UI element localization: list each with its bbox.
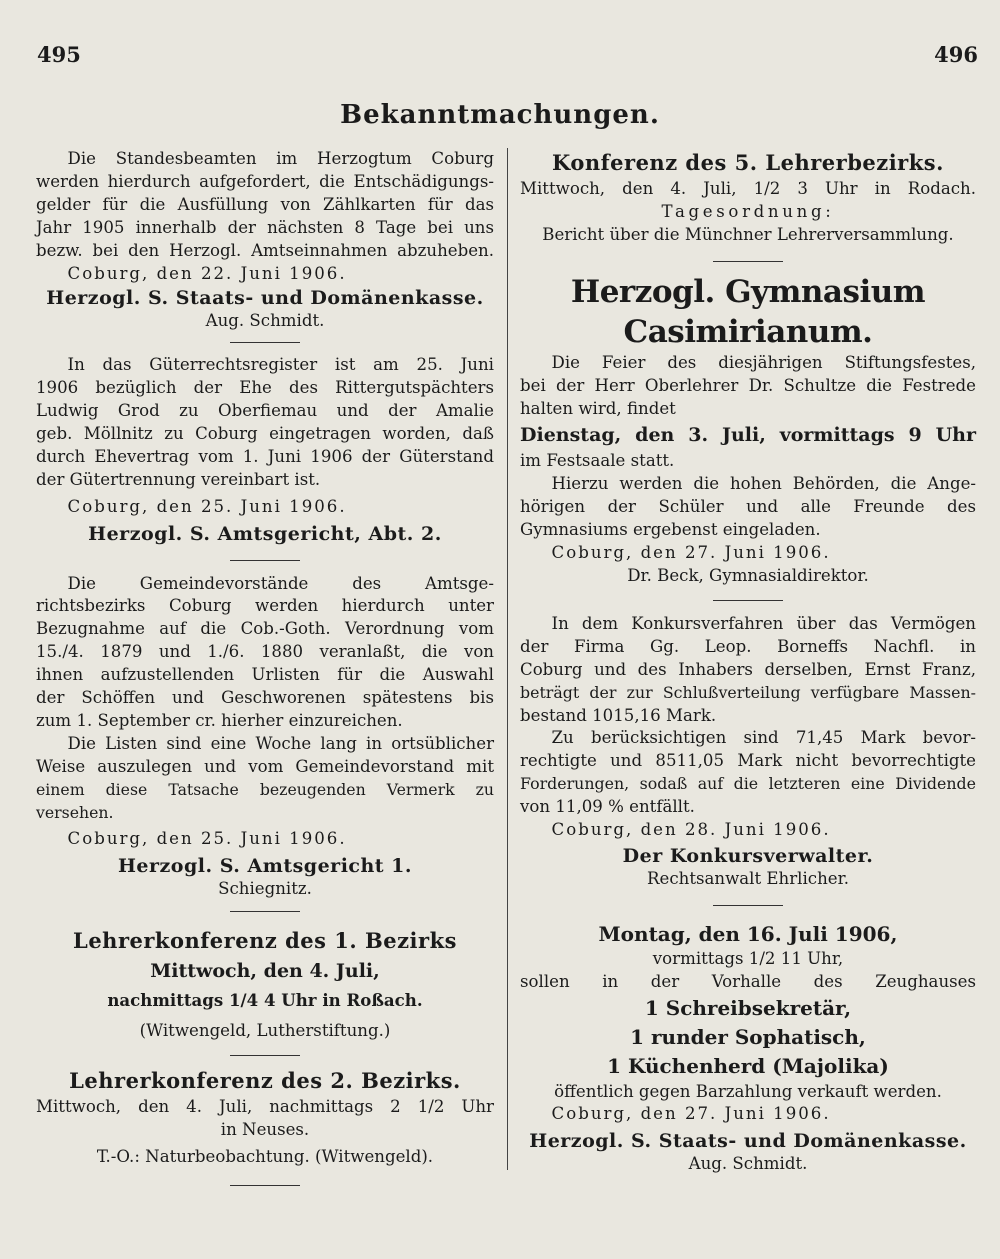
notice-signature: Herzogl. S. Amtsgericht 1. <box>117 855 413 878</box>
separator-rule <box>230 911 300 912</box>
text-line: vormittags 1/2 11 Uhr, <box>652 948 844 968</box>
page-number-right: 496 <box>934 42 978 67</box>
notice-date: Coburg, den 27. Juni 1906. <box>551 1104 831 1124</box>
notice-versteigerung <box>520 920 976 1176</box>
text-line: nachmittags 1/4 4 Uhr in Roßach. <box>107 990 423 1011</box>
notice-signatory: Rechtsanwalt Ehrlicher. <box>647 868 849 888</box>
notice-gymnasium <box>520 272 976 601</box>
separator-rule <box>230 1185 300 1186</box>
text-line: Hierzu werden die hohen Behörden, die Ange- <box>551 474 976 494</box>
text-line: Die Feier des diesjährigen Stiftungsfestes, <box>551 352 976 372</box>
text-line: In das Güterrechtsregister ist am 25. Juni <box>67 355 494 375</box>
notice-title: Lehrerkonferenz des 1. Bezirks <box>73 928 457 954</box>
text-line: halten wird, findet <box>520 398 676 418</box>
highlight-line: Dienstag, den 3. Juli, vormittags 9 Uhr <box>520 424 976 447</box>
text-line: Ludwig Grod zu Oberfiemau und der Amalie <box>36 401 494 421</box>
page-number-left: 495 <box>37 42 81 67</box>
text-line: rechtigte und 8511,05 Mark nicht bevorrechtigte <box>520 751 976 771</box>
text-line: T.-O.: Naturbeobachtung. (Witwengeld). <box>96 1147 434 1166</box>
notice-standesbeamten <box>36 148 494 343</box>
text-line: von 11,09 % entfällt. <box>520 797 695 817</box>
text-line: Bericht über die Münchner Lehrerversammlung. <box>542 224 954 244</box>
page-heading: Bekanntmachungen. <box>340 100 660 130</box>
notice-konferenz-5 <box>520 148 976 262</box>
text-line: richtsbezirks Coburg werden hierdurch unter <box>36 596 494 616</box>
notice-signatory: Aug. Schmidt. <box>688 1154 808 1174</box>
notice-date: Coburg, den 25. Juni 1906. <box>67 496 347 516</box>
notice-gueterrecht <box>36 354 494 560</box>
text-line: In dem Konkursverfahren über das Vermögen <box>551 613 976 633</box>
notice-gemeindevorstaende <box>36 573 494 913</box>
notice-signatory: Schiegnitz. <box>218 879 312 899</box>
notice-date: Coburg, den 27. Juni 1906. <box>551 543 831 563</box>
text-line: sollen in der Vorhalle des Zeughauses <box>520 971 976 991</box>
notice-title: Herzogl. Gymnasium Casimirianum. <box>570 273 926 350</box>
text-line: Montag, den 16. Juli 1906, <box>598 921 898 946</box>
text-line: werden hierdurch aufgefordert, die Entschädigungs- <box>36 171 494 191</box>
notice-signature: Herzogl. S. Staats- und Domänenkasse. <box>46 287 484 310</box>
text-line: beträgt der zur Schlußverteilung verfügbare Massen- <box>520 682 976 702</box>
text-line: der Gütertrennung vereinbart ist. <box>36 469 321 489</box>
notice-signatory: Aug. Schmidt. <box>205 311 325 331</box>
text-line: der Schöffen und Geschworenen spätestens bis <box>36 688 494 708</box>
notice-date: Coburg, den 28. Juni 1906. <box>551 820 831 840</box>
notice-date: Coburg, den 22. Juni 1906. <box>67 263 347 283</box>
text-line: Die Gemeindevorstände des Amtsge- <box>67 573 494 593</box>
notice-lehrerkonferenz-1 <box>36 926 494 1056</box>
text-line: bei der Herr Oberlehrer Dr. Schultze die Festrede <box>520 375 976 395</box>
notice-signature: Der Konkursverwalter. <box>622 844 874 867</box>
separator-rule <box>713 905 783 906</box>
separator-rule <box>230 342 300 343</box>
text-line: Gymnasiums ergebenst eingeladen. <box>520 520 821 540</box>
text-line: Jahr 1905 innerhalb der nächsten 8 Tage bei uns <box>36 217 494 237</box>
separator-rule <box>713 261 783 262</box>
auction-item: 1 runder Sophatisch, <box>630 1024 866 1049</box>
text-line: 1906 bezüglich der Ehe des Rittergutspächters <box>36 378 494 398</box>
text-line: bezw. bei den Herzogl. Amtseinnahmen abzuheben. <box>36 240 494 260</box>
text-line: einem diese Tatsache bezeugenden Vermerk zu versehen. <box>36 779 494 822</box>
text-line: Coburg und des Inhabers derselben, Ernst Franz, <box>520 659 976 679</box>
text-line: durch Ehevertrag vom 1. Juni 1906 der Güterstand <box>36 446 494 466</box>
notice-signature: Herzogl. S. Staats- und Domänenkasse. <box>529 1130 967 1153</box>
text-line: der Firma Gg. Leop. Borneffs Nachfl. in <box>520 636 976 656</box>
notice-title: Lehrerkonferenz des 2. Bezirks. <box>69 1068 461 1094</box>
text-line: Mittwoch, den 4. Juli, 1/2 3 Uhr in Rodach. <box>520 179 976 198</box>
notice-title: Konferenz des 5. Lehrerbezirks. <box>552 150 944 175</box>
text-line: bestand 1015,16 Mark. <box>520 705 717 725</box>
notice-date: Coburg, den 25. Juni 1906. <box>67 829 347 849</box>
text-line: Die Standesbeamten im Herzogtum Coburg <box>67 149 494 168</box>
text-line: geb. Möllnitz zu Coburg eingetragen worden, daß <box>36 423 494 443</box>
notice-signatory: Dr. Beck, Gymnasialdirektor. <box>627 565 869 585</box>
text-line: Zu berücksichtigen sind 71,45 Mark bevor- <box>551 728 976 748</box>
text-line: in Neuses. <box>220 1120 310 1140</box>
notice-lehrerkonferenz-2 <box>36 1066 494 1186</box>
text-line: gelder für die Ausfüllung von Zählkarten für das <box>36 194 494 214</box>
text-line: ihnen aufzustellenden Urlisten für die Auswahl <box>36 665 494 685</box>
text-line: Mittwoch, den 4. Juli, <box>150 960 380 983</box>
column-divider <box>507 148 508 1170</box>
text-line: im Festsaale statt. <box>520 451 675 471</box>
text-line: Forderungen, sodaß auf die letzteren eine Dividende <box>520 774 976 794</box>
text-line: 15./4. 1879 und 1./6. 1880 veranlaßt, die von <box>36 642 494 662</box>
text-line: zum 1. September cr. hierher einzureichen. <box>36 710 403 730</box>
text-line: Weise auszulegen und vom Gemeindevorstand mit <box>36 756 494 776</box>
text-line: Bezugnahme auf die Cob.-Goth. Verordnung vom <box>36 619 494 639</box>
auction-item: 1 Küchenherd (Majolika) <box>607 1053 889 1078</box>
auction-item: 1 Schreibsekretär, <box>644 995 852 1020</box>
left-column <box>36 148 494 1186</box>
text-line: Tagesordnung: <box>661 201 835 221</box>
separator-rule <box>713 600 783 601</box>
text-line: Die Listen sind eine Woche lang in ortsüblicher <box>67 733 494 753</box>
text-line: (Witwengeld, Lutherstiftung.) <box>139 1021 391 1041</box>
notice-konkurs <box>520 613 976 906</box>
notice-signature: Herzogl. S. Amtsgericht, Abt. 2. <box>88 522 442 545</box>
right-column <box>520 148 976 1176</box>
text-line: öffentlich gegen Barzahlung verkauft werden. <box>554 1081 942 1101</box>
separator-rule <box>230 560 300 561</box>
text-line: Mittwoch, den 4. Juli, nachmittags 2 1/2 Uhr <box>36 1097 494 1117</box>
separator-rule <box>230 1055 300 1056</box>
text-line: hörigen der Schüler und alle Freunde des <box>520 497 976 517</box>
